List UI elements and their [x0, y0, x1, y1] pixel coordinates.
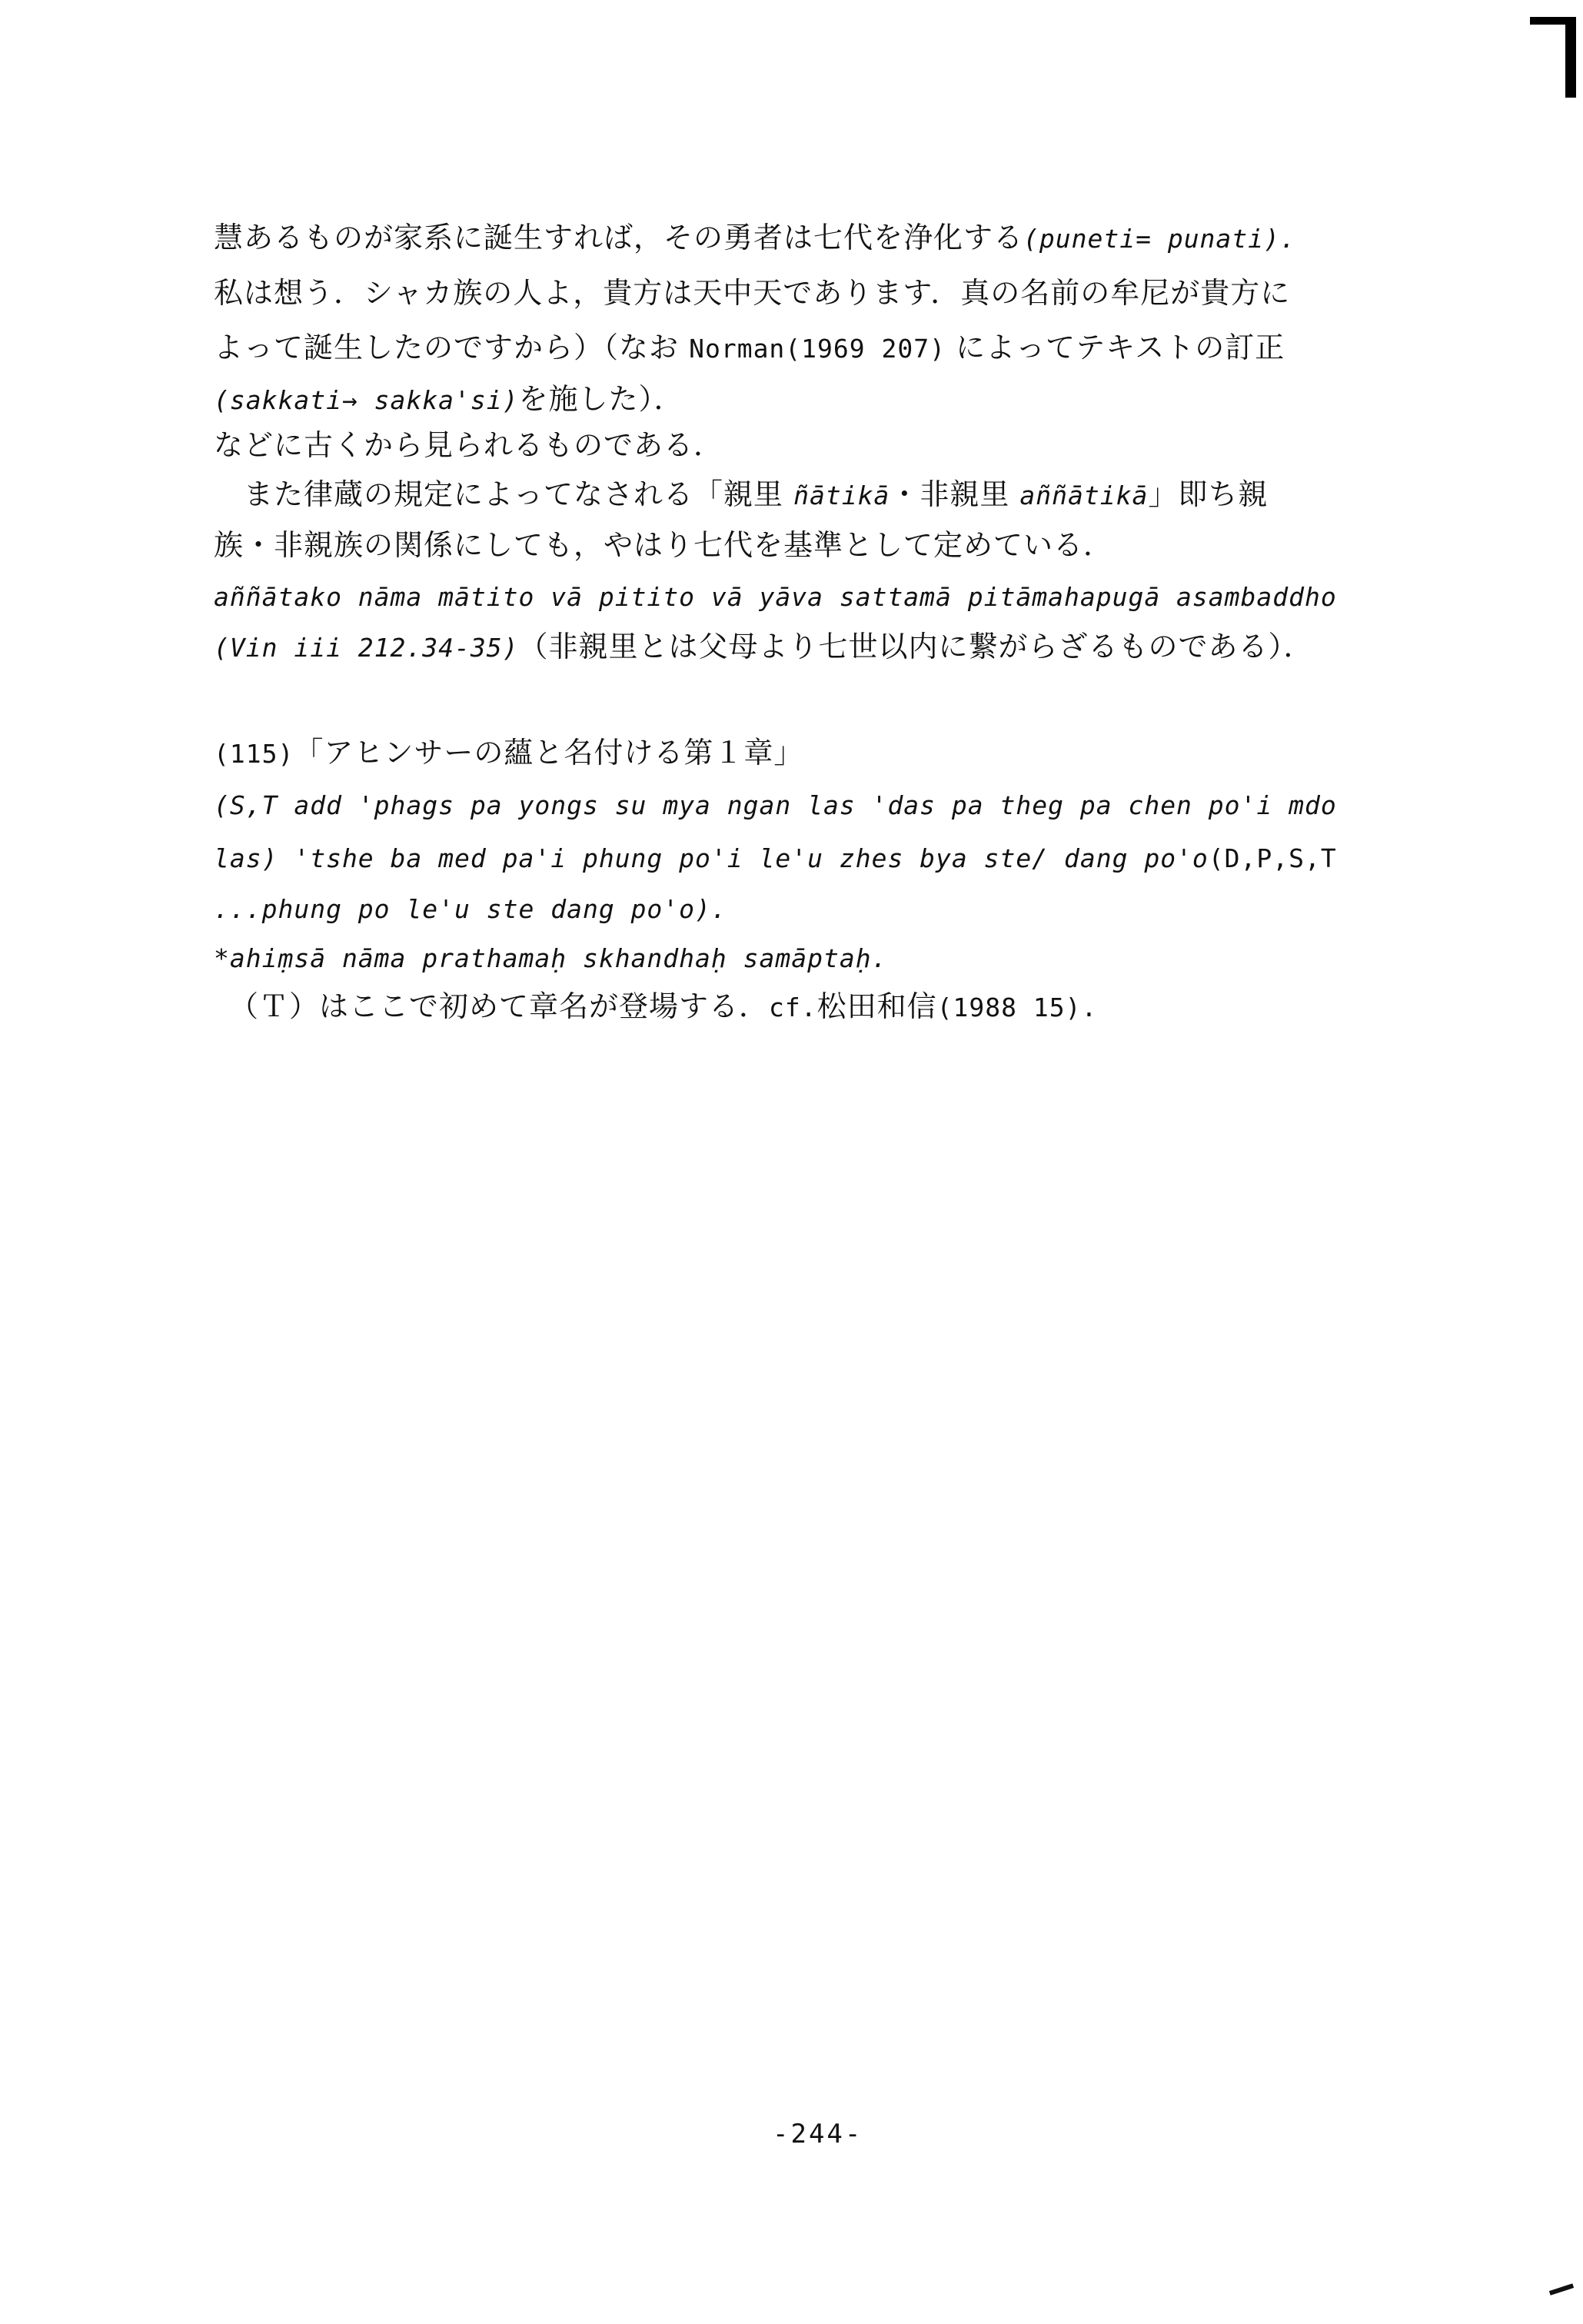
crop-mark-bottom-right — [1549, 2283, 1574, 2296]
text-segment: によってテキストの訂正 — [945, 331, 1285, 364]
text-segment: (sakkati→ sakka'si) — [214, 385, 519, 415]
text-line-7 — [214, 530, 1113, 560]
text-segment: (S,T add 'phags pa yongs su mya ngan las 'das pa theg pa chen po'i mdo — [214, 790, 1337, 820]
page-number: -244- — [773, 2119, 863, 2149]
text-segment: 私は想う．シャカ族の人よ，貴方は天中天であります．真の名前の牟尼が貴方に — [214, 276, 1291, 310]
text-segment: 」即ち親 — [1148, 477, 1269, 511]
text-line-14 — [214, 943, 887, 972]
text-segment: aññātako nāma mātito vā pitito vā yāva sattamā pitāmahapugā asambaddho — [214, 582, 1337, 612]
text-line-13 — [214, 893, 727, 923]
text-segment: などに古くから見られるものである． — [214, 428, 724, 462]
text-line-11 — [214, 790, 1337, 819]
text-segment: （非親里とは父母より七世以内に繋がらざるものである）． — [518, 630, 1314, 663]
text-segment: (1988 15). — [936, 992, 1098, 1022]
text-segment: (Vin iii 212.34-35) — [214, 633, 519, 663]
text-segment: *ahiṃsā nāma prathamaḥ skhandhaḥ samāptaḥ. — [214, 943, 888, 973]
text-segment: 族・非親族の関係にしても，やはり七代を基準として定めている． — [214, 528, 1114, 562]
text-segment: よって誕生したのですから）（なお — [214, 331, 690, 364]
text-segment: ・非親里 — [890, 477, 1020, 511]
text-segment: las) 'tshe ba med pa'i phung po'i le'u zhes bya ste/ dang po'o — [214, 843, 1209, 873]
footnote-115-heading — [214, 736, 804, 770]
text-segment: 松田和信 — [816, 989, 937, 1023]
text-segment: 慧あるものが家系に誕生すれば，その勇者は七代を浄化する — [214, 221, 1024, 254]
text-segment: aññātikā — [1019, 480, 1149, 510]
text-line-4 — [214, 384, 684, 414]
text-segment: また律蔵の規定によってなされる「親里 — [214, 477, 794, 511]
text-segment: (115) — [214, 739, 294, 769]
text-line-1 — [214, 223, 1296, 252]
text-segment: （Ｔ）はここで初めて章名が登場する． — [214, 989, 770, 1023]
text-segment: cf. — [769, 992, 817, 1022]
text-line-6 — [214, 477, 1269, 511]
text-line-9 — [214, 632, 1314, 661]
text-segment: Norman(1969 207) — [689, 334, 946, 364]
text-segment: (puneti= punati). — [1023, 224, 1296, 254]
text-line-15 — [214, 989, 1098, 1023]
text-segment: ñātikā — [793, 480, 890, 510]
crop-mark-top-right — [1530, 17, 1576, 101]
text-segment: (D,P,S,T — [1208, 843, 1337, 873]
text-segment: ...phung po le'u ste dang po'o). — [214, 894, 727, 924]
text-segment: を施した）． — [518, 382, 684, 416]
text-line-3 — [214, 333, 1285, 362]
text-line-12 — [214, 843, 1337, 872]
text-segment: 「アヒンサーの蘊と名付ける第１章」 — [294, 736, 804, 770]
text-line-5 — [214, 428, 724, 462]
text-line-8 — [214, 581, 1337, 610]
text-line-2 — [214, 278, 1290, 308]
